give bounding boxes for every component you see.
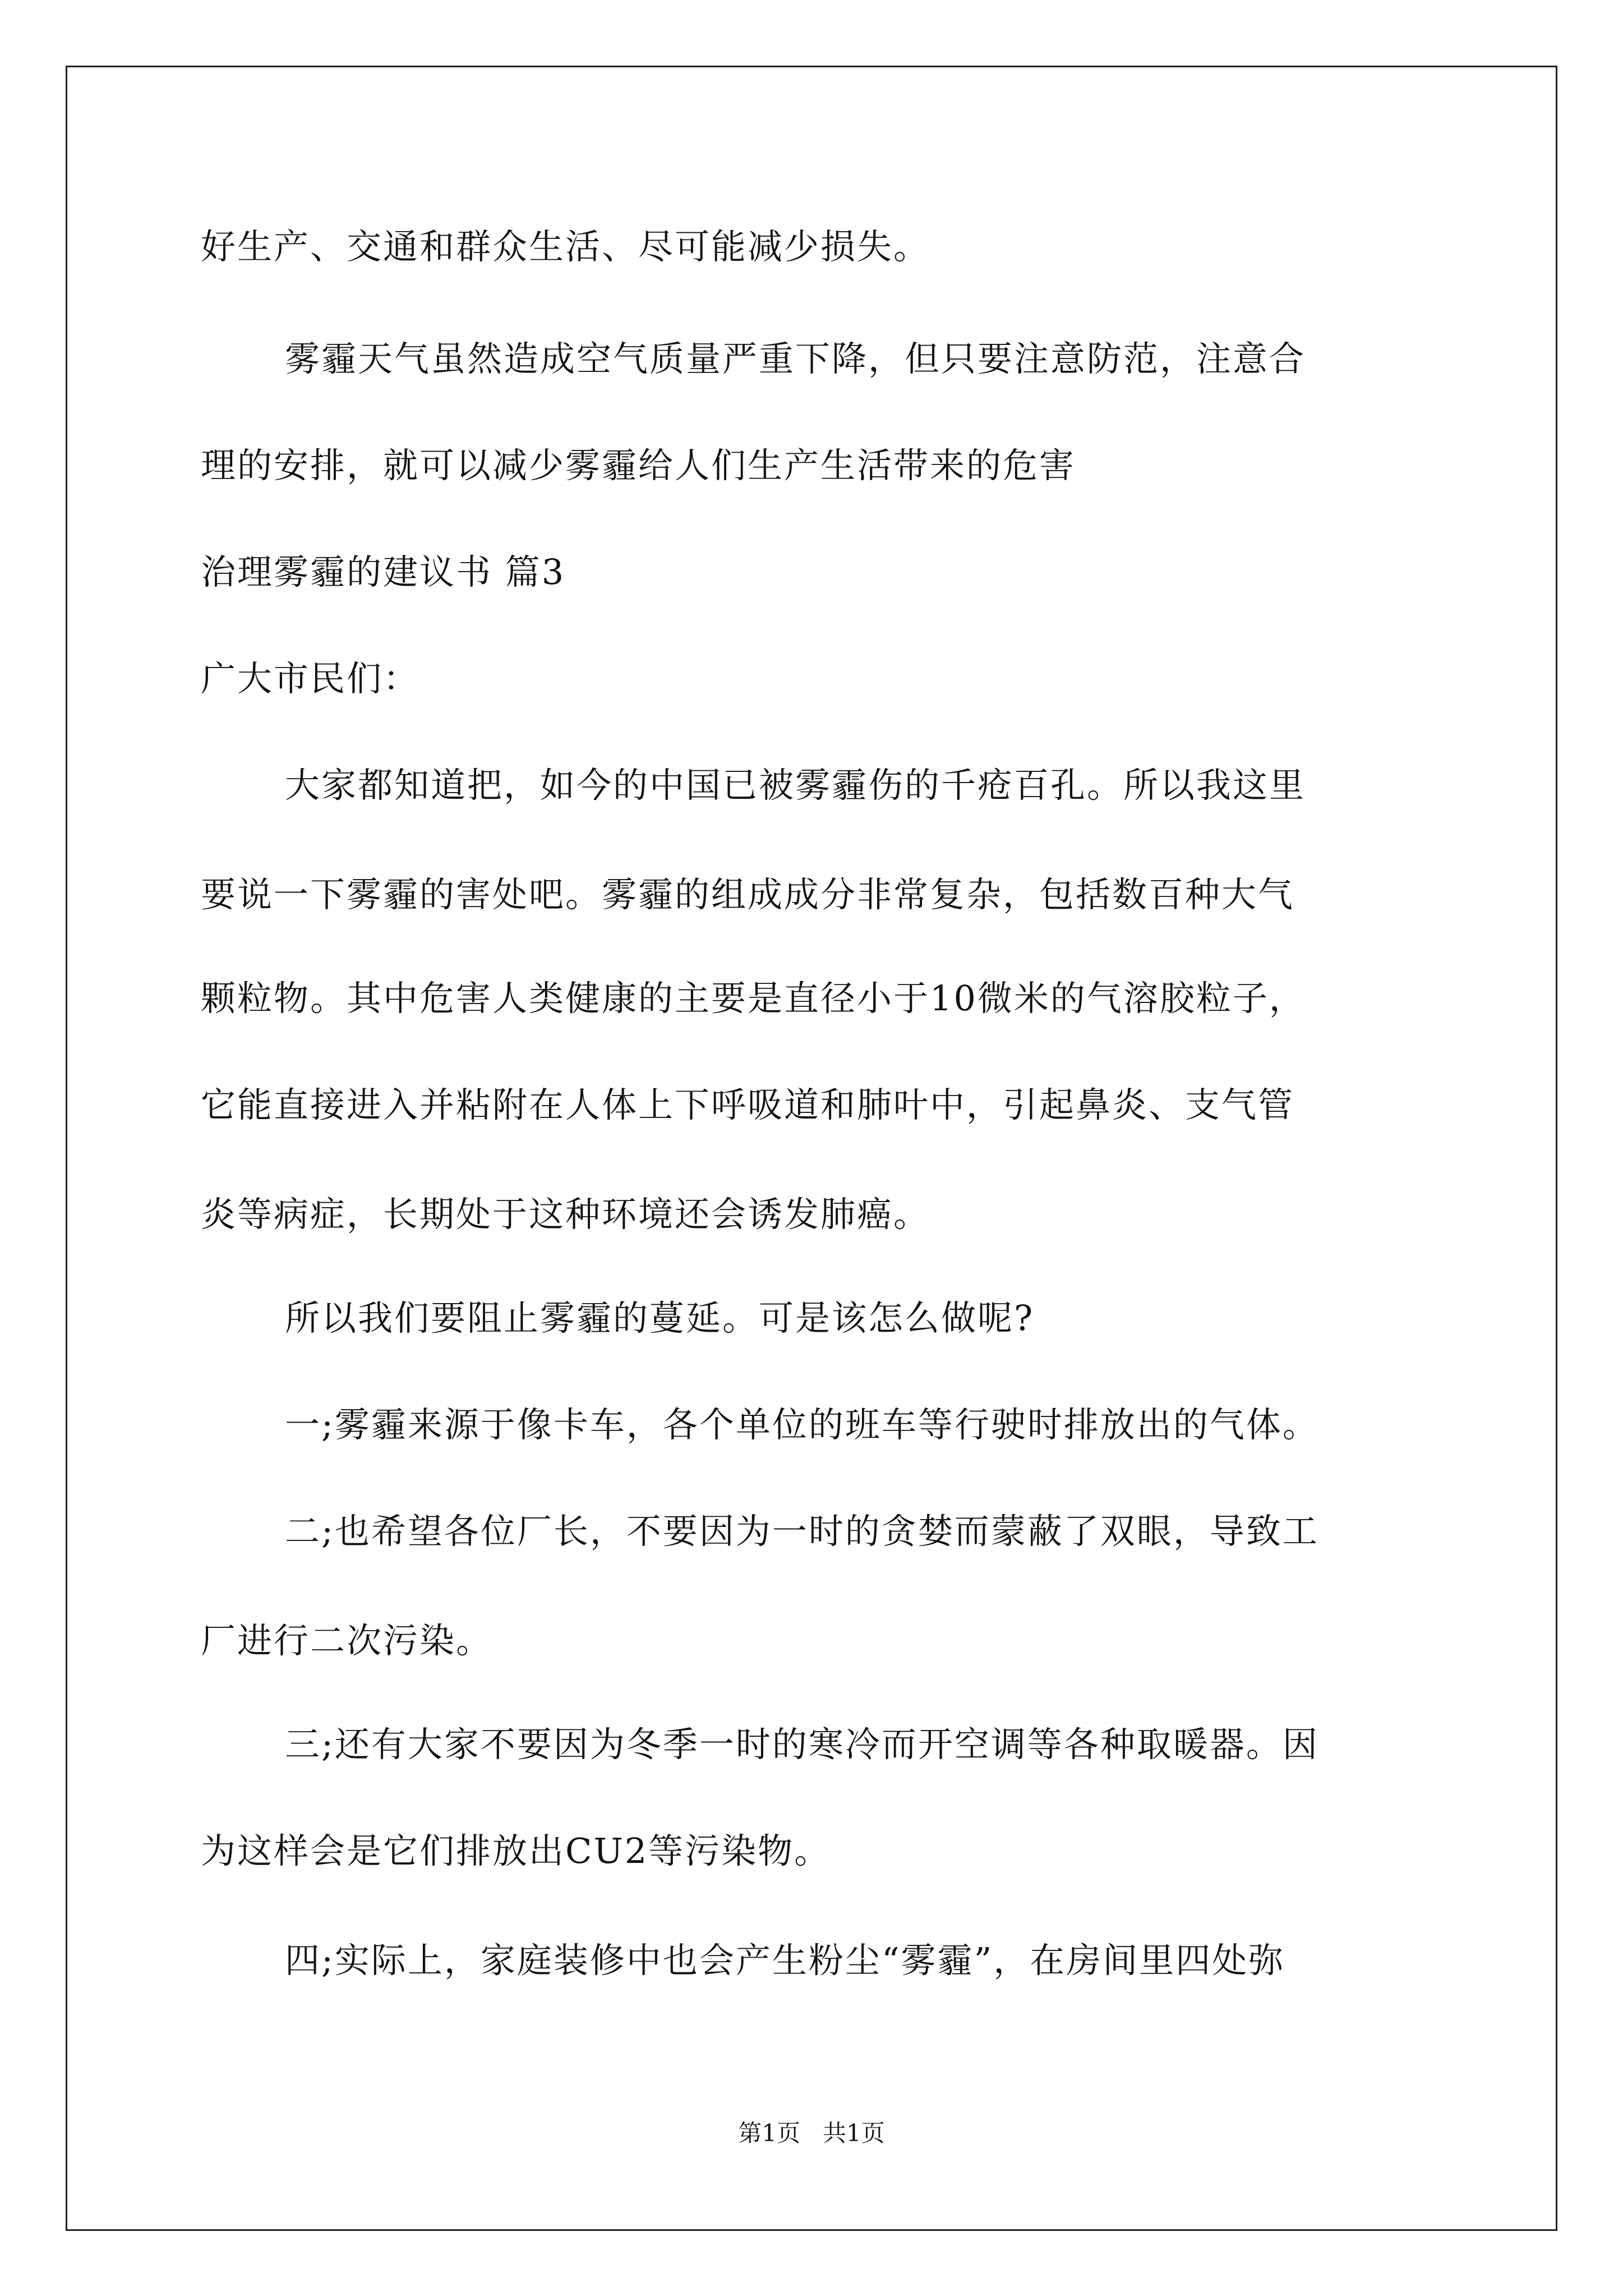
body-text-line: 为这样会是它们排放出CU2等污染物。 [201, 1830, 831, 1871]
body-text-line: 理的安排，就可以减少雾霾给人们生产生活带来的危害 [201, 445, 1076, 486]
body-text-line: 炎等病症，长期处于这种环境还会诱发肺癌。 [201, 1194, 930, 1235]
list-item-1: 一;雾霾来源于像卡车，各个单位的班车等行驶时排放出的气体。 [285, 1404, 1319, 1445]
page-border [66, 66, 1557, 2231]
paragraph-first-line: 雾霾天气虽然造成空气质量严重下降，但只要注意防范，注意合 [285, 338, 1306, 379]
page-footer: 第1页 共1页 [738, 2119, 885, 2147]
paragraph-first-line: 所以我们要阻止雾霾的蔓延。可是该怎么做呢? [285, 1297, 1035, 1338]
list-item-3: 三;还有大家不要因为冬季一时的寒冷而开空调等各种取暖器。因 [285, 1724, 1319, 1765]
body-text-line: 好生产、交通和群众生活、尽可能减少损失。 [201, 226, 930, 267]
body-text-line: 它能直接进入并粘附在人体上下呼吸道和肺叶中，引起鼻炎、支气管 [201, 1084, 1295, 1125]
paragraph-first-line: 大家都知道把，如今的中国已被雾霾伤的千疮百孔。所以我这里 [285, 765, 1306, 806]
body-text-line: 颗粒物。其中危害人类健康的主要是直径小于10微米的气溶胶粒子， [201, 978, 1306, 1019]
section-heading: 治理雾霾的建议书 篇3 [201, 551, 566, 592]
salutation: 广大市民们： [201, 658, 420, 699]
body-text-line: 要说一下雾霾的害处吧。雾霾的组成成分非常复杂，包括数百种大气 [201, 874, 1295, 915]
list-item-2: 二;也希望各位厂长，不要因为一时的贪婪而蒙蔽了双眼，导致工 [285, 1511, 1319, 1552]
body-text-line: 厂进行二次污染。 [201, 1620, 493, 1661]
list-item-4: 四;实际上，家庭装修中也会产生粉尘“雾霾”，在房间里四处弥 [285, 1940, 1285, 1981]
